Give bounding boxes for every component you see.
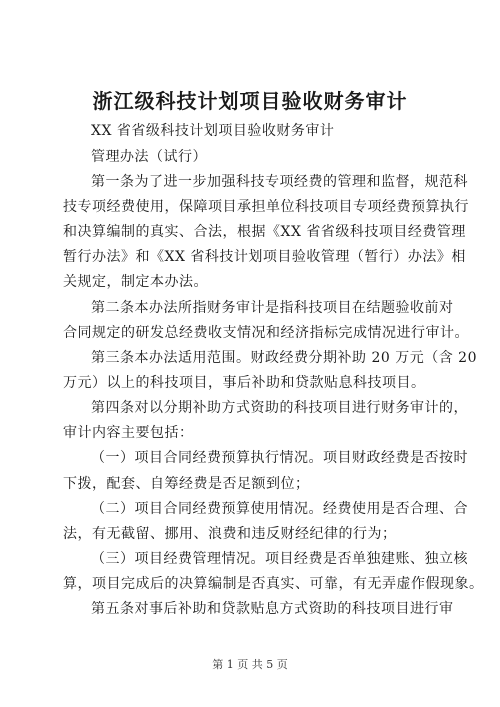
text-line: 算，项目完成后的决算编制是否真实、可靠，有无弄虚作假现象。 (63, 576, 484, 592)
text-line: XX 省省级科技计划项目验收财务审计 (91, 123, 335, 139)
text-line: 技专项经费使用，保障项目承担单位科技项目专项经费预算执行 (63, 199, 469, 215)
text-line: 第一条为了进一步加强科技专项经费的管理和监督，规范科 (91, 174, 468, 190)
text-line: （二）项目合同经费预算使用情况。经费使用是否合理、合 (91, 501, 468, 517)
text-line: 下拨，配套、自筹经费是否足额到位； (63, 476, 310, 492)
text-line: 和决算编制的真实、合法，根据《XX 省省级科技项目经费管理 (63, 224, 466, 240)
text-line: 暂行办法》和《XX 省科技计划项目验收管理（暂行）办法》相 (63, 249, 466, 265)
text-line: 万元）以上的科技项目，事后补助和贷款贴息科技项目。 (63, 375, 426, 391)
text-line: 合同规定的研发总经费收支情况和经济指标完成情况进行审计。 (63, 325, 469, 341)
text-line: 第二条本办法所指财务审计是指科技项目在结题验收前对 (91, 300, 454, 316)
page-footer: 第 1 页 共 5 页 (212, 658, 288, 671)
text-line: 第四条对以分期补助方式资助的科技项目进行财务审计的， (91, 400, 468, 416)
text-line: （一）项目合同经费预算执行情况。项目财政经费是否按时 (91, 450, 468, 466)
document-title: 浙江级科技计划项目验收财务审计 (92, 89, 408, 113)
text-line: 审计内容主要包括： (63, 425, 194, 441)
text-line: 管理办法（试行） (91, 149, 207, 165)
text-line: 第五条对事后补助和贷款贴息方式资助的科技项目进行审 (91, 601, 454, 617)
text-line: 第三条本办法适用范围。财政经费分期补助 20 万元（含 20 (91, 350, 477, 366)
text-line: （三）项目经费管理情况。项目经费是否单独建账、独立核 (91, 551, 468, 567)
text-line: 关规定，制定本办法。 (63, 274, 208, 290)
text-line: 法，有无截留、挪用、浪费和违反财经纪律的行为； (63, 526, 397, 542)
